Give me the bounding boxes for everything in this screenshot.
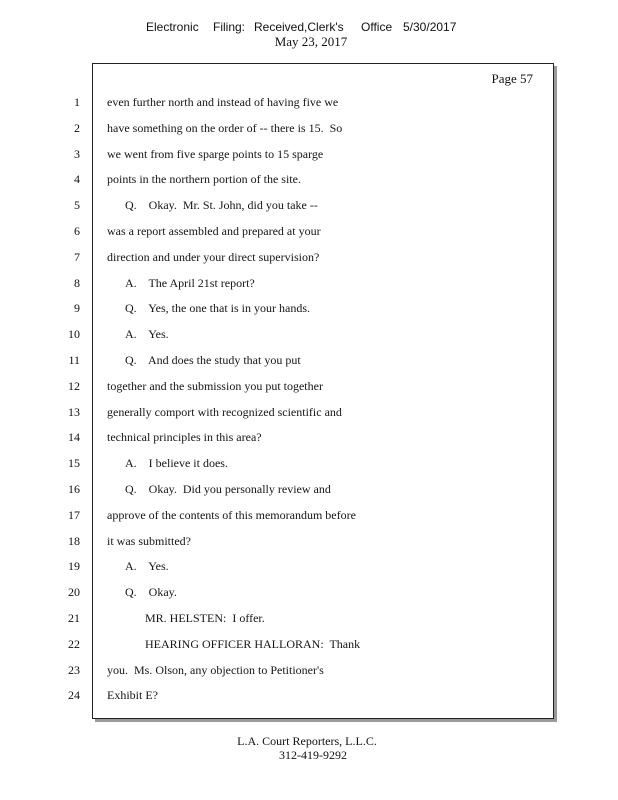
- line-number: 13: [68, 404, 80, 419]
- line-number: 12: [68, 378, 80, 393]
- line-number: 9: [74, 301, 80, 316]
- court-reporter-name: L.A. Court Reporters, L.L.C.: [237, 734, 377, 748]
- line-number: 15: [68, 456, 80, 471]
- line-number: 8: [74, 275, 80, 290]
- line-number: 24: [68, 688, 80, 703]
- line-number: 6: [74, 224, 80, 238]
- line-number: 2: [74, 120, 80, 135]
- transcript-line: together and the submission you put together: [107, 378, 323, 393]
- transcript-line: Exhibit E?: [107, 688, 158, 703]
- transcript-line: you. Ms. Olson, any objection to Petitioner's: [107, 662, 324, 677]
- stamp-date: 5/30/2017: [403, 20, 457, 34]
- stamp-filing: Filing:: [213, 20, 246, 34]
- line-number: 10: [68, 327, 80, 342]
- transcript-line: have something on the order of -- there is 15. So: [107, 120, 343, 135]
- stamp-electronic: Electronic: [146, 20, 199, 34]
- transcript-line: Q. Okay.: [125, 585, 177, 600]
- line-number: 1: [74, 95, 80, 109]
- transcript-line: Q. Yes, the one that is in your hands.: [125, 301, 310, 316]
- filing-header: [0, 0, 618, 60]
- transcript-line: was a report assembled and prepared at your: [107, 224, 321, 238]
- line-number: 11: [68, 353, 80, 367]
- transcript-line: Q. Okay. Did you personally review and: [125, 482, 331, 496]
- line-number: 5: [74, 198, 80, 213]
- page-number: Page 57: [491, 71, 533, 86]
- transcript-line: even further north and instead of having five we: [107, 95, 339, 109]
- line-number: 16: [68, 482, 80, 496]
- line-number: 17: [68, 507, 80, 522]
- transcript-line: technical principles in this area?: [107, 430, 262, 445]
- line-number: 4: [74, 172, 80, 187]
- line-number: 20: [68, 585, 80, 600]
- transcript-line: A. Yes.: [125, 327, 169, 342]
- transcript-line: approve of the contents of this memorandum before: [107, 507, 356, 522]
- hearing-date: May 23, 2017: [274, 34, 348, 49]
- transcript-line: Q. And does the study that you put: [125, 353, 301, 367]
- court-reporter-phone: 312-419-9292: [279, 748, 347, 762]
- transcript-line: MR. HELSTEN: I offer.: [145, 611, 265, 625]
- stamp-office: Office: [361, 20, 393, 34]
- line-number: 14: [68, 430, 80, 445]
- transcript-line: A. The April 21st report?: [125, 275, 255, 290]
- transcript-line: Q. Okay. Mr. St. John, did you take --: [125, 198, 318, 213]
- transcript-line: A. I believe it does.: [125, 456, 228, 471]
- stamp-received: Received,Clerk's: [254, 20, 344, 34]
- line-number: 19: [68, 559, 80, 574]
- electronic-filing-stamp: [0, 19, 618, 35]
- line-number: 7: [74, 249, 80, 264]
- transcript-line: it was submitted?: [107, 533, 191, 548]
- transcript-line: points in the northern portion of the site.: [107, 172, 301, 187]
- line-number: 23: [68, 662, 80, 677]
- line-number: 18: [68, 533, 80, 548]
- transcript-line: generally comport with recognized scientific and: [107, 404, 342, 419]
- transcript-line: direction and under your direct supervision?: [107, 249, 320, 264]
- line-number: 21: [68, 611, 80, 625]
- line-number: 3: [74, 146, 80, 161]
- line-number: 22: [68, 636, 80, 651]
- transcript-line: we went from five sparge points to 15 sparge: [107, 146, 324, 161]
- transcript-line: HEARING OFFICER HALLORAN: Thank: [145, 636, 361, 651]
- transcript-line: A. Yes.: [125, 559, 169, 574]
